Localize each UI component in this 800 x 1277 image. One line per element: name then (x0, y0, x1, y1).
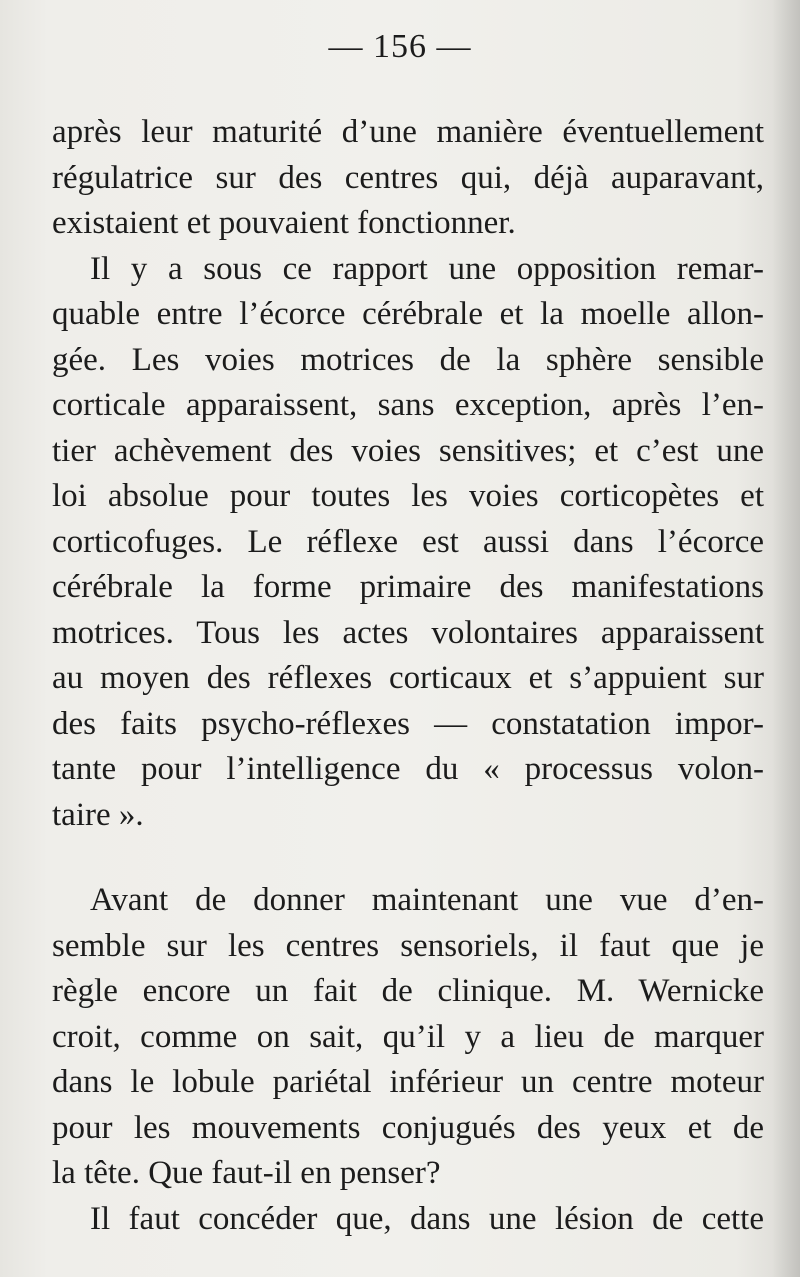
text-line: existaient et pouvaient fonctionner. (52, 205, 516, 241)
text-line: règle encore un fait de clinique. M. Wernicke (52, 973, 764, 1009)
text-line: après leur maturité d’une manière éventuellement (52, 114, 764, 150)
text-line: tante pour l’intelligence du « processus volon- (52, 751, 764, 787)
text-line: cérébrale la forme primaire des manifestations (52, 569, 764, 605)
text-line: la tête. Que faut-il en penser? (52, 1155, 441, 1191)
paragraph-block-1 (52, 110, 764, 838)
page-number: — 156 — (328, 28, 472, 65)
text-line: pour les mouvements conjugués des yeux et de (52, 1109, 764, 1146)
text-line: corticofuges. Le réflexe est aussi dans l’écorce (52, 523, 764, 560)
text-line: Il faut concéder que, dans une lésion de cette (90, 1200, 764, 1237)
text-line: Il y a sous ce rapport une opposition remar- (90, 250, 764, 287)
paragraph-block-2 (52, 878, 764, 1242)
text-line: régulatrice sur des centres qui, déjà auparavant, (52, 159, 764, 196)
text-line: motrices. Tous les actes volontaires apparaissent (52, 614, 764, 651)
text-line: semble sur les centres sensoriels, il faut que je (52, 927, 764, 964)
text-line: des faits psycho-réflexes — constatation impor- (52, 705, 764, 742)
text-line: corticale apparaissent, sans exception, après l’en- (52, 387, 764, 423)
text-line: tier achèvement des voies sensitives; et c’est une (52, 432, 764, 469)
text-line: loi absolue pour toutes les voies corticopètes et (52, 478, 764, 514)
page-edge-shadow (772, 0, 800, 1277)
text-line: au moyen des réflexes corticaux et s’appuient sur (52, 660, 764, 696)
text-line: Avant de donner maintenant une vue d’en- (90, 882, 764, 918)
text-line: quable entre l’écorce cérébrale et la moelle allon- (52, 296, 764, 332)
text-line: gée. Les voies motrices de la sphère sensible (52, 341, 764, 378)
text-line: taire ». (52, 796, 144, 833)
text-line: croit, comme on sait, qu’il y a lieu de marquer (52, 1018, 764, 1055)
text-line: dans le lobule pariétal inférieur un centre moteur (52, 1064, 764, 1100)
